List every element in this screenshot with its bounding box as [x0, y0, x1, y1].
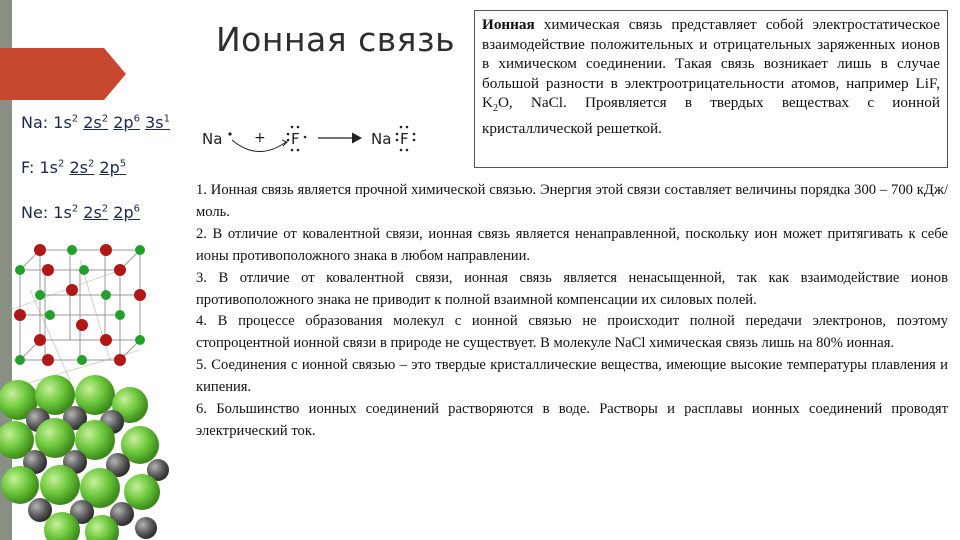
definition-term: Ионная	[482, 16, 535, 33]
plus-sign: +	[254, 130, 266, 146]
property-item-3: 3. В отличие от ковалентной связи, ионная связь является ненасыщенной, так как взаимодействие ионов противоположного знака не приводит к полной взаимной компенсации их силовых полей.	[196, 269, 948, 308]
properties-list	[196, 180, 948, 443]
property-item-5: 5. Соединения с ионной связью – это твердые кристаллические вещества, имеющие высокие температуры плавления и кипения.	[196, 357, 948, 396]
na-config: Na: $1s^2$ $2s^2$ $2p^6$ $3s^1$	[21, 113, 170, 132]
definition-text: химическая связь представляет собой электростатическое взаимодействие положительных и отрицательных заряженных ионов в химическом соединении. Такая связь возникает лишь в случае большой разности в электроотрицательности атомов, например LiF, K	[482, 16, 940, 112]
definition-box	[474, 10, 948, 168]
title-arrow-tab	[0, 48, 126, 100]
f-config: F: $1s^2$ $2s^2$ $2p^5$	[21, 158, 127, 177]
reaction-diagram	[188, 100, 438, 170]
property-item-4: 4. В процессе образования молекул с ионной связью не происходит полной передачи электронов, поэтому стопроцентной ионной связи в природе не существует. В молекуле NaCl химическая связь лишь на 80% ионная.	[196, 313, 948, 352]
property-item-1: 1. Ионная связь является прочной химической связью. Энергия этой связи составляет величины порядка 300 – 700 кДж/моль.	[196, 182, 948, 220]
property-item-6: 6. Большинство ионных соединений растворяются в воде. Растворы и расплавы ионных соединений проводят электрический ток.	[196, 401, 948, 439]
na-electron-dot	[228, 132, 231, 135]
definition-text-end: O, NaCl. Проявляется в твердых веществах с ионной кристаллической решеткой.	[482, 94, 940, 137]
reactant-na: Na	[202, 130, 223, 148]
ne-config: Ne: $1s^2$ $2s^2$ $2p^6$	[21, 203, 140, 222]
electron-config-panel	[17, 103, 187, 240]
page-title: Ионная связь	[216, 20, 456, 59]
product-na: Na	[371, 130, 392, 148]
sphere-packing-model	[0, 375, 169, 540]
property-item-2: 2. В отличие от ковалентной связи, ионная связь является ненаправленной, поскольку ион может притягивать к себе ионы противоположного знака в любом направлении.	[196, 225, 948, 264]
crystal-lattice-illustration	[0, 230, 200, 540]
reactant-f: F	[291, 130, 300, 148]
k2o-subscript: 2	[492, 103, 498, 115]
product-f: F	[400, 130, 409, 148]
